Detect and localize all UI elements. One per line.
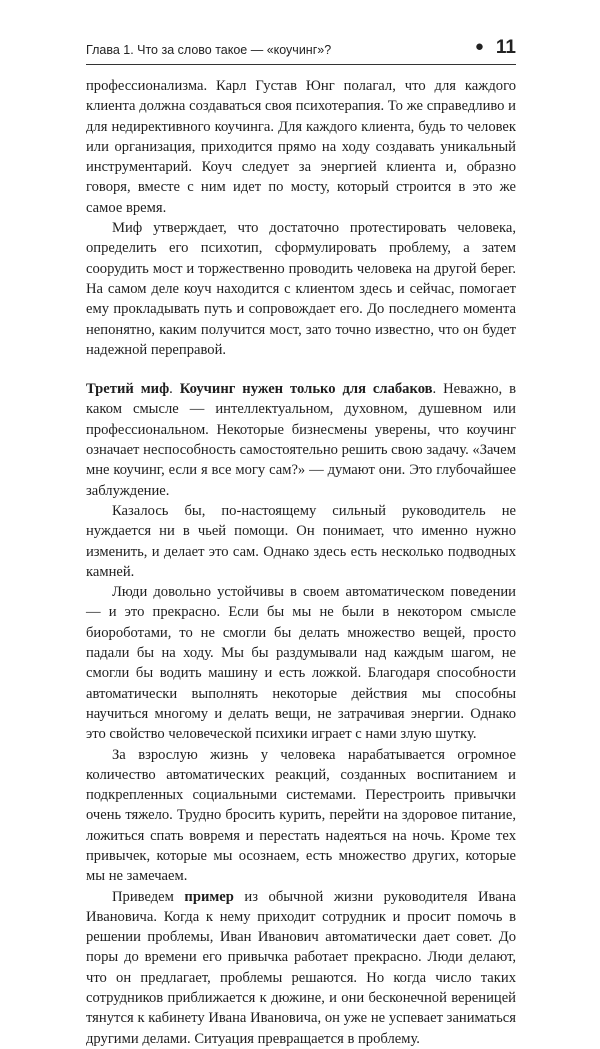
example-bold: пример	[184, 888, 234, 905]
example-text: из обычной жизни руководителя Ивана Ивановича. Когда к нему приходит сотрудник и просит помочь в решении проблемы, Иван Иванович автоматически дает совет. До поры до времени его привычка работает прекрасно. Люди делают, что он предлагает, проблемы решаются. Но когда число таких сотрудников приближается к дюжине, и они бесконечной вереницей тянутся к кабинету Ивана Ивановича, он уже не успевает заниматься другими делами. Ситуация превращается в проблему.	[86, 888, 516, 1047]
paragraph-1: профессионализма. Карл Густав Юнг полагал, что для каждого клиента должна создаваться своя психотерапия. То же справедливо и для недирективного коучинга. Для каждого клиента, будь то человек или организация, приходится прямо на ходу создавать уникальный инструментарий. Коуч следует за энергией клиента и, образно говоря, вместе с ним идет по мосту, который строится в это же самое время.	[86, 78, 516, 216]
paragraph-2: Миф утверждает, что достаточно протестировать человека, определить его психотип, сформулировать проблему, а затем соорудить мост и торжественно проводить человека на другой берег. На самом деле коуч находится с клиентом здесь и сейчас, помогает ему прокладывать путь и сопровождает его. До последнего момента непонятно, каким получится мост, зато точно известно, что он будет надежной переправой.	[86, 220, 516, 358]
example-lead: Приведем	[112, 888, 185, 905]
myth-text: . Неважно, в каком смысле — интеллектуальном, духовном, душевном или профессиональном. Некоторые бизнесмены уверены, что коучинг означает неспособность самостоятельно решить свою задачу. «Зачем мне коучинг, если я все могу сам?» — думают они. Это глубочайшее заблуждение.	[86, 381, 516, 499]
running-head: Глава 1. Что за слово такое — «коучинг»?	[86, 43, 332, 57]
page-number: 11	[495, 37, 516, 58]
section-gap	[86, 360, 516, 379]
paragraph-myth-three	[86, 379, 516, 501]
myth-title: Коучинг нужен только для слабаков	[179, 381, 433, 398]
page-body	[86, 76, 516, 1049]
myth-separator: .	[169, 381, 180, 398]
bullet-icon: ●	[474, 38, 484, 55]
myth-label: Третий миф	[86, 381, 170, 398]
page-header	[86, 37, 516, 63]
paragraph-6: За взрослую жизнь у человека нарабатывается огромное количество автоматических реакций, созданных воспитанием и подкрепленных социальными системами. Перестроить привычки очень тяжело. Трудно бросить курить, перейти на здоровое питание, ложиться спать вовремя и перестать надеяться на ночь. Кроме тех привычек, которые мы осознаем, есть множество других, которые мы не замечаем.	[86, 746, 516, 885]
paragraph-5: Люди довольно устойчивы в своем автоматическом поведении — и это прекрасно. Если бы мы не были в некотором смысле биороботами, то не смогли бы делать множество вещей, просто падали бы на ходу. Мы бы раздумывали над каждым шагом, не смогли бы водить машину и есть ложкой. Благодаря способности автоматически выполнять некоторые действия мы способны научиться многому и делать вещи, не затрачивая энергии. Однако это свойство человеческой психики играет с нами злую шутку.	[86, 584, 516, 743]
page-number-group	[475, 37, 516, 59]
paragraph-example	[86, 887, 516, 1049]
paragraph-4: Казалось бы, по-настоящему сильный руководитель не нуждается ни в чьей помощи. Он понимает, что именно нужно изменить, и делает это сам. Однако здесь есть несколько подводных камней.	[86, 502, 516, 580]
header-rule	[86, 64, 516, 65]
